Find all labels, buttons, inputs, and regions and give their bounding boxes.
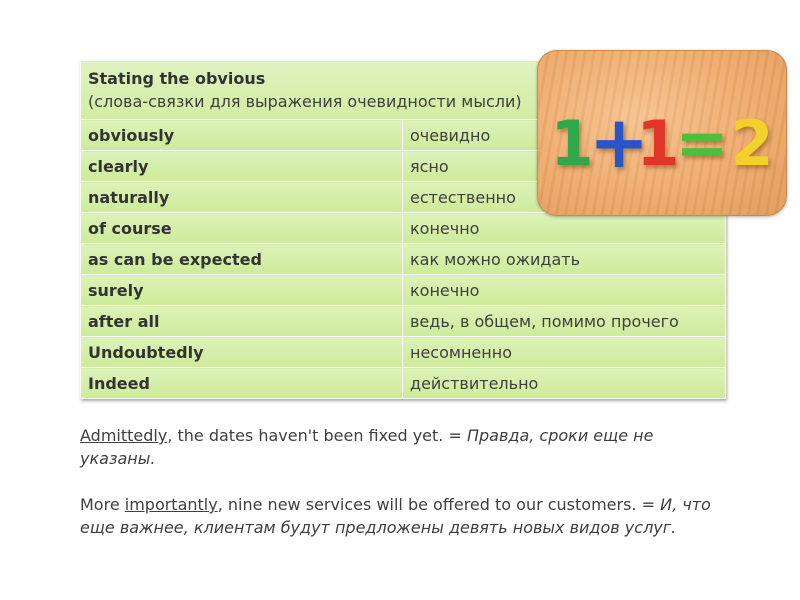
english-cell: surely — [81, 275, 403, 306]
english-cell: Undoubtedly — [81, 337, 403, 368]
russian-cell: очевидно — [403, 120, 726, 151]
english-cell: naturally — [81, 182, 403, 213]
table-row — [81, 213, 726, 244]
equation-digit-one-green: 1 — [550, 107, 594, 180]
equation-svg — [538, 51, 786, 215]
equation-equals-sign: = — [675, 107, 729, 181]
example-english-prefix: More — [80, 495, 125, 514]
example-russian-translation: И, что еще важнее, клиентам будут предложены девять новых видов услуг. — [80, 495, 711, 537]
russian-cell: конечно — [403, 275, 726, 306]
russian-cell: ясно — [403, 151, 726, 182]
example-paragraph-1 — [80, 424, 720, 470]
equation-digit-one-red: 1 — [636, 107, 680, 180]
example-keyword: Admittedly — [80, 426, 168, 445]
example-russian-translation: Правда, сроки еще не указаны. — [80, 426, 654, 468]
table-row — [81, 306, 726, 337]
equation-plus-sign: + — [588, 100, 650, 184]
table-row — [81, 244, 726, 275]
example-keyword: importantly — [124, 495, 218, 514]
russian-cell: несомненно — [403, 337, 726, 368]
table-row — [81, 337, 726, 368]
table-row — [81, 275, 726, 306]
russian-cell: ведь, в общем, помимо прочего — [403, 306, 726, 337]
english-cell: obviously — [81, 120, 403, 151]
english-cell: of course — [81, 213, 403, 244]
table-title: Stating the obvious — [88, 69, 266, 88]
russian-cell: действительно — [403, 368, 726, 399]
example-paragraph-2 — [80, 493, 720, 539]
equation-digit-two: 2 — [730, 107, 774, 180]
english-cell: Indeed — [81, 368, 403, 399]
english-cell: clearly — [81, 151, 403, 182]
english-cell: after all — [81, 306, 403, 337]
example-english-text: , nine new services will be offered to our customers. = — [217, 495, 661, 514]
example-sentences — [80, 424, 720, 562]
russian-cell: как можно ожидать — [403, 244, 726, 275]
example-english-text: , the dates haven't been fixed yet. = — [167, 426, 467, 445]
equation-picture — [537, 50, 787, 216]
table-row — [81, 368, 726, 399]
table-subtitle: (слова-связки для выражения очевидности мысли) — [88, 92, 522, 111]
english-cell: as can be expected — [81, 244, 403, 275]
russian-cell: конечно — [403, 213, 726, 244]
russian-cell: естественно — [403, 182, 726, 213]
